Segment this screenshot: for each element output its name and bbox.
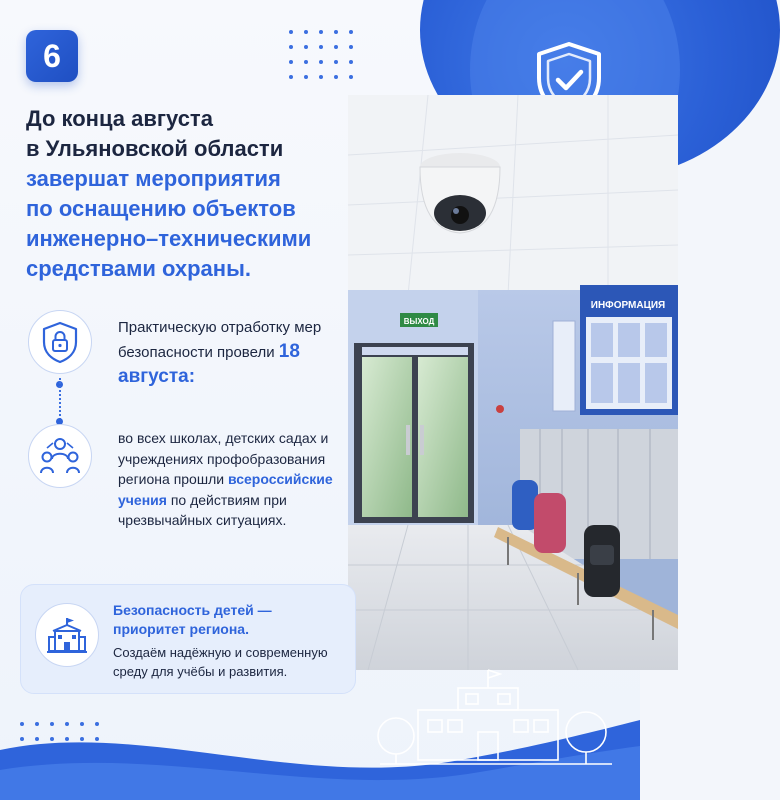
- exercise-text: [118, 428, 358, 531]
- slide-number-badge: 6: [26, 30, 78, 82]
- exercise-text-after: по действиям при чрезвычайных ситуациях.: [118, 491, 287, 528]
- lock-icon-circle: [28, 310, 92, 374]
- heading-line: инженерно–техническими: [26, 226, 312, 251]
- heading-line: завершат мероприятия: [26, 166, 281, 191]
- heading-line: До конца августа: [26, 106, 213, 131]
- school-icon-circle: [35, 603, 99, 667]
- people-group-icon: [39, 435, 81, 477]
- main-heading: [26, 104, 346, 284]
- school-outline: [378, 670, 612, 764]
- heading-line: в Ульяновской области: [26, 136, 284, 161]
- bottom-decor: [0, 660, 640, 800]
- card-title: Безопасность детей — приоритет региона.: [113, 602, 272, 637]
- card-text: Создаём надёжную и современную среду для учёбы и развития.: [113, 645, 328, 679]
- exercise-highlight: всероссийские учения: [118, 471, 333, 508]
- shield-lock-icon: [40, 320, 80, 364]
- exercise-text-before: во всех школах, детских садах и учреждениях профобразования региона прошли: [118, 430, 329, 487]
- connector-line: [59, 378, 61, 420]
- corridor-illustration: [348, 95, 678, 670]
- decor-dots: [289, 30, 353, 79]
- practice-text-body: Практическую отработку мер безопасности провели: [118, 319, 322, 361]
- people-icon-circle: [28, 424, 92, 488]
- practice-text: [118, 316, 348, 390]
- heading-line: средствами охраны.: [26, 256, 251, 281]
- exit-sign-text: ВЫХОД: [403, 317, 435, 326]
- board-title-text: ИНФОРМАЦИЯ: [590, 300, 666, 311]
- heading-line: по оснащению объектов: [26, 196, 296, 221]
- practice-date: 18 августа:: [118, 341, 300, 387]
- school-building-icon: [47, 615, 87, 655]
- school-corridor-photo: [348, 95, 678, 670]
